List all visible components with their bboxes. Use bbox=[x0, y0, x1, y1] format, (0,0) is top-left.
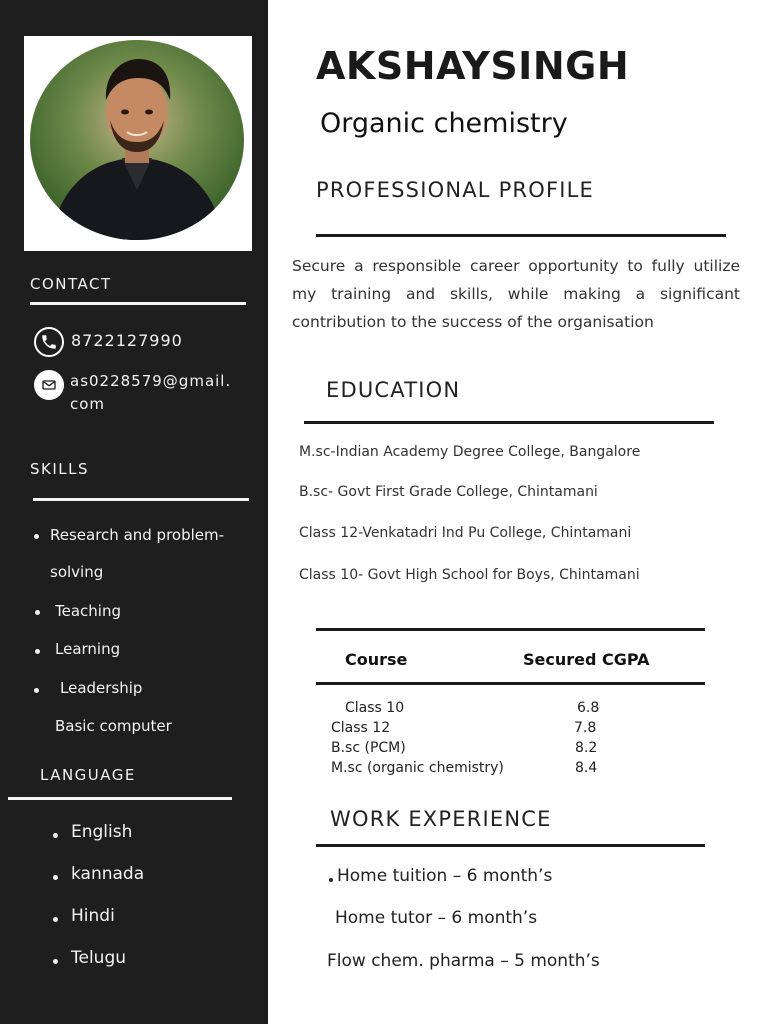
language-bullet bbox=[53, 959, 58, 964]
profile-summary: Secure a responsible career opportunity to fully utilize my training and skills, while making a significant contribution to the success of the organisation bbox=[292, 257, 740, 331]
language-divider bbox=[8, 797, 232, 800]
skill-bullet bbox=[34, 688, 39, 693]
language-bullet bbox=[53, 917, 58, 922]
table-header-course: Course bbox=[345, 650, 408, 669]
work-divider bbox=[316, 844, 705, 847]
education-item: Class 12-Venkatadri Ind Pu College, Chintamani bbox=[299, 525, 632, 541]
language-item: English bbox=[71, 822, 133, 842]
table-header-rule bbox=[316, 682, 705, 685]
skill-item: Teaching bbox=[55, 602, 121, 620]
skill-item: Basic computer bbox=[55, 717, 172, 735]
skill-item: Leadership bbox=[60, 679, 143, 697]
table-header-cgpa: Secured CGPA bbox=[523, 650, 650, 669]
table-cell-course: Class 12 bbox=[331, 720, 391, 736]
profile-photo bbox=[30, 40, 244, 240]
contact-heading: CONTACT bbox=[30, 275, 112, 293]
table-cell-cgpa: 6.8 bbox=[577, 700, 600, 716]
phone-icon bbox=[34, 327, 64, 357]
work-bullet bbox=[329, 878, 333, 882]
skill-item: Learning bbox=[55, 640, 121, 658]
education-item: B.sc- Govt First Grade College, Chintamani bbox=[299, 484, 598, 500]
mail-icon bbox=[34, 370, 64, 400]
table-cell-cgpa: 7.8 bbox=[574, 720, 597, 736]
education-item: Class 10- Govt High School for Boys, Chintamani bbox=[299, 567, 640, 583]
skills-heading: SKILLS bbox=[30, 460, 90, 478]
skill-bullet bbox=[35, 610, 40, 615]
skill-bullet bbox=[34, 534, 39, 539]
language-item: Hindi bbox=[71, 906, 115, 926]
profile-heading: PROFESSIONAL PROFILE bbox=[316, 178, 594, 202]
work-item: Home tutor – 6 month’s bbox=[335, 908, 538, 928]
language-bullet bbox=[53, 833, 58, 838]
table-cell-cgpa: 8.4 bbox=[575, 760, 598, 776]
language-item: Telugu bbox=[71, 948, 127, 968]
sidebar bbox=[0, 0, 268, 1024]
table-cell-course: M.sc (organic chemistry) bbox=[331, 760, 504, 776]
work-item: Flow chem. pharma – 5 month’s bbox=[327, 951, 600, 971]
education-divider bbox=[304, 421, 714, 424]
table-cell-course: B.sc (PCM) bbox=[331, 740, 406, 756]
skill-bullet bbox=[35, 649, 40, 654]
profile-photo-frame bbox=[24, 36, 252, 251]
table-cell-cgpa: 8.2 bbox=[575, 740, 598, 756]
skills-divider bbox=[33, 498, 249, 501]
skill-item: Research and problem- bbox=[50, 526, 225, 544]
work-item: Home tuition – 6 month’s bbox=[337, 866, 553, 886]
work-heading: WORK EXPERIENCE bbox=[330, 807, 552, 831]
table-cell-course: Class 10 bbox=[345, 700, 405, 716]
education-item: M.sc-Indian Academy Degree College, Bangalore bbox=[299, 444, 641, 460]
email-line-2: com bbox=[70, 395, 106, 413]
profile-divider bbox=[316, 234, 726, 237]
contact-email-row bbox=[34, 370, 231, 416]
phone-number[interactable]: 8722127990 bbox=[71, 331, 183, 350]
language-bullet bbox=[53, 875, 58, 880]
email-address[interactable] bbox=[70, 370, 231, 416]
candidate-name: AKSHAYSINGH bbox=[316, 44, 630, 88]
email-line-1: as0228579@gmail. bbox=[70, 372, 232, 390]
candidate-field: Organic chemistry bbox=[320, 108, 568, 139]
skill-item: solving bbox=[50, 563, 104, 581]
contact-phone-row bbox=[34, 327, 183, 357]
language-heading: LANGUAGE bbox=[40, 766, 136, 784]
language-item: kannada bbox=[71, 864, 145, 884]
contact-divider bbox=[30, 302, 246, 305]
table-top-rule bbox=[316, 628, 705, 631]
education-heading: EDUCATION bbox=[326, 378, 461, 402]
